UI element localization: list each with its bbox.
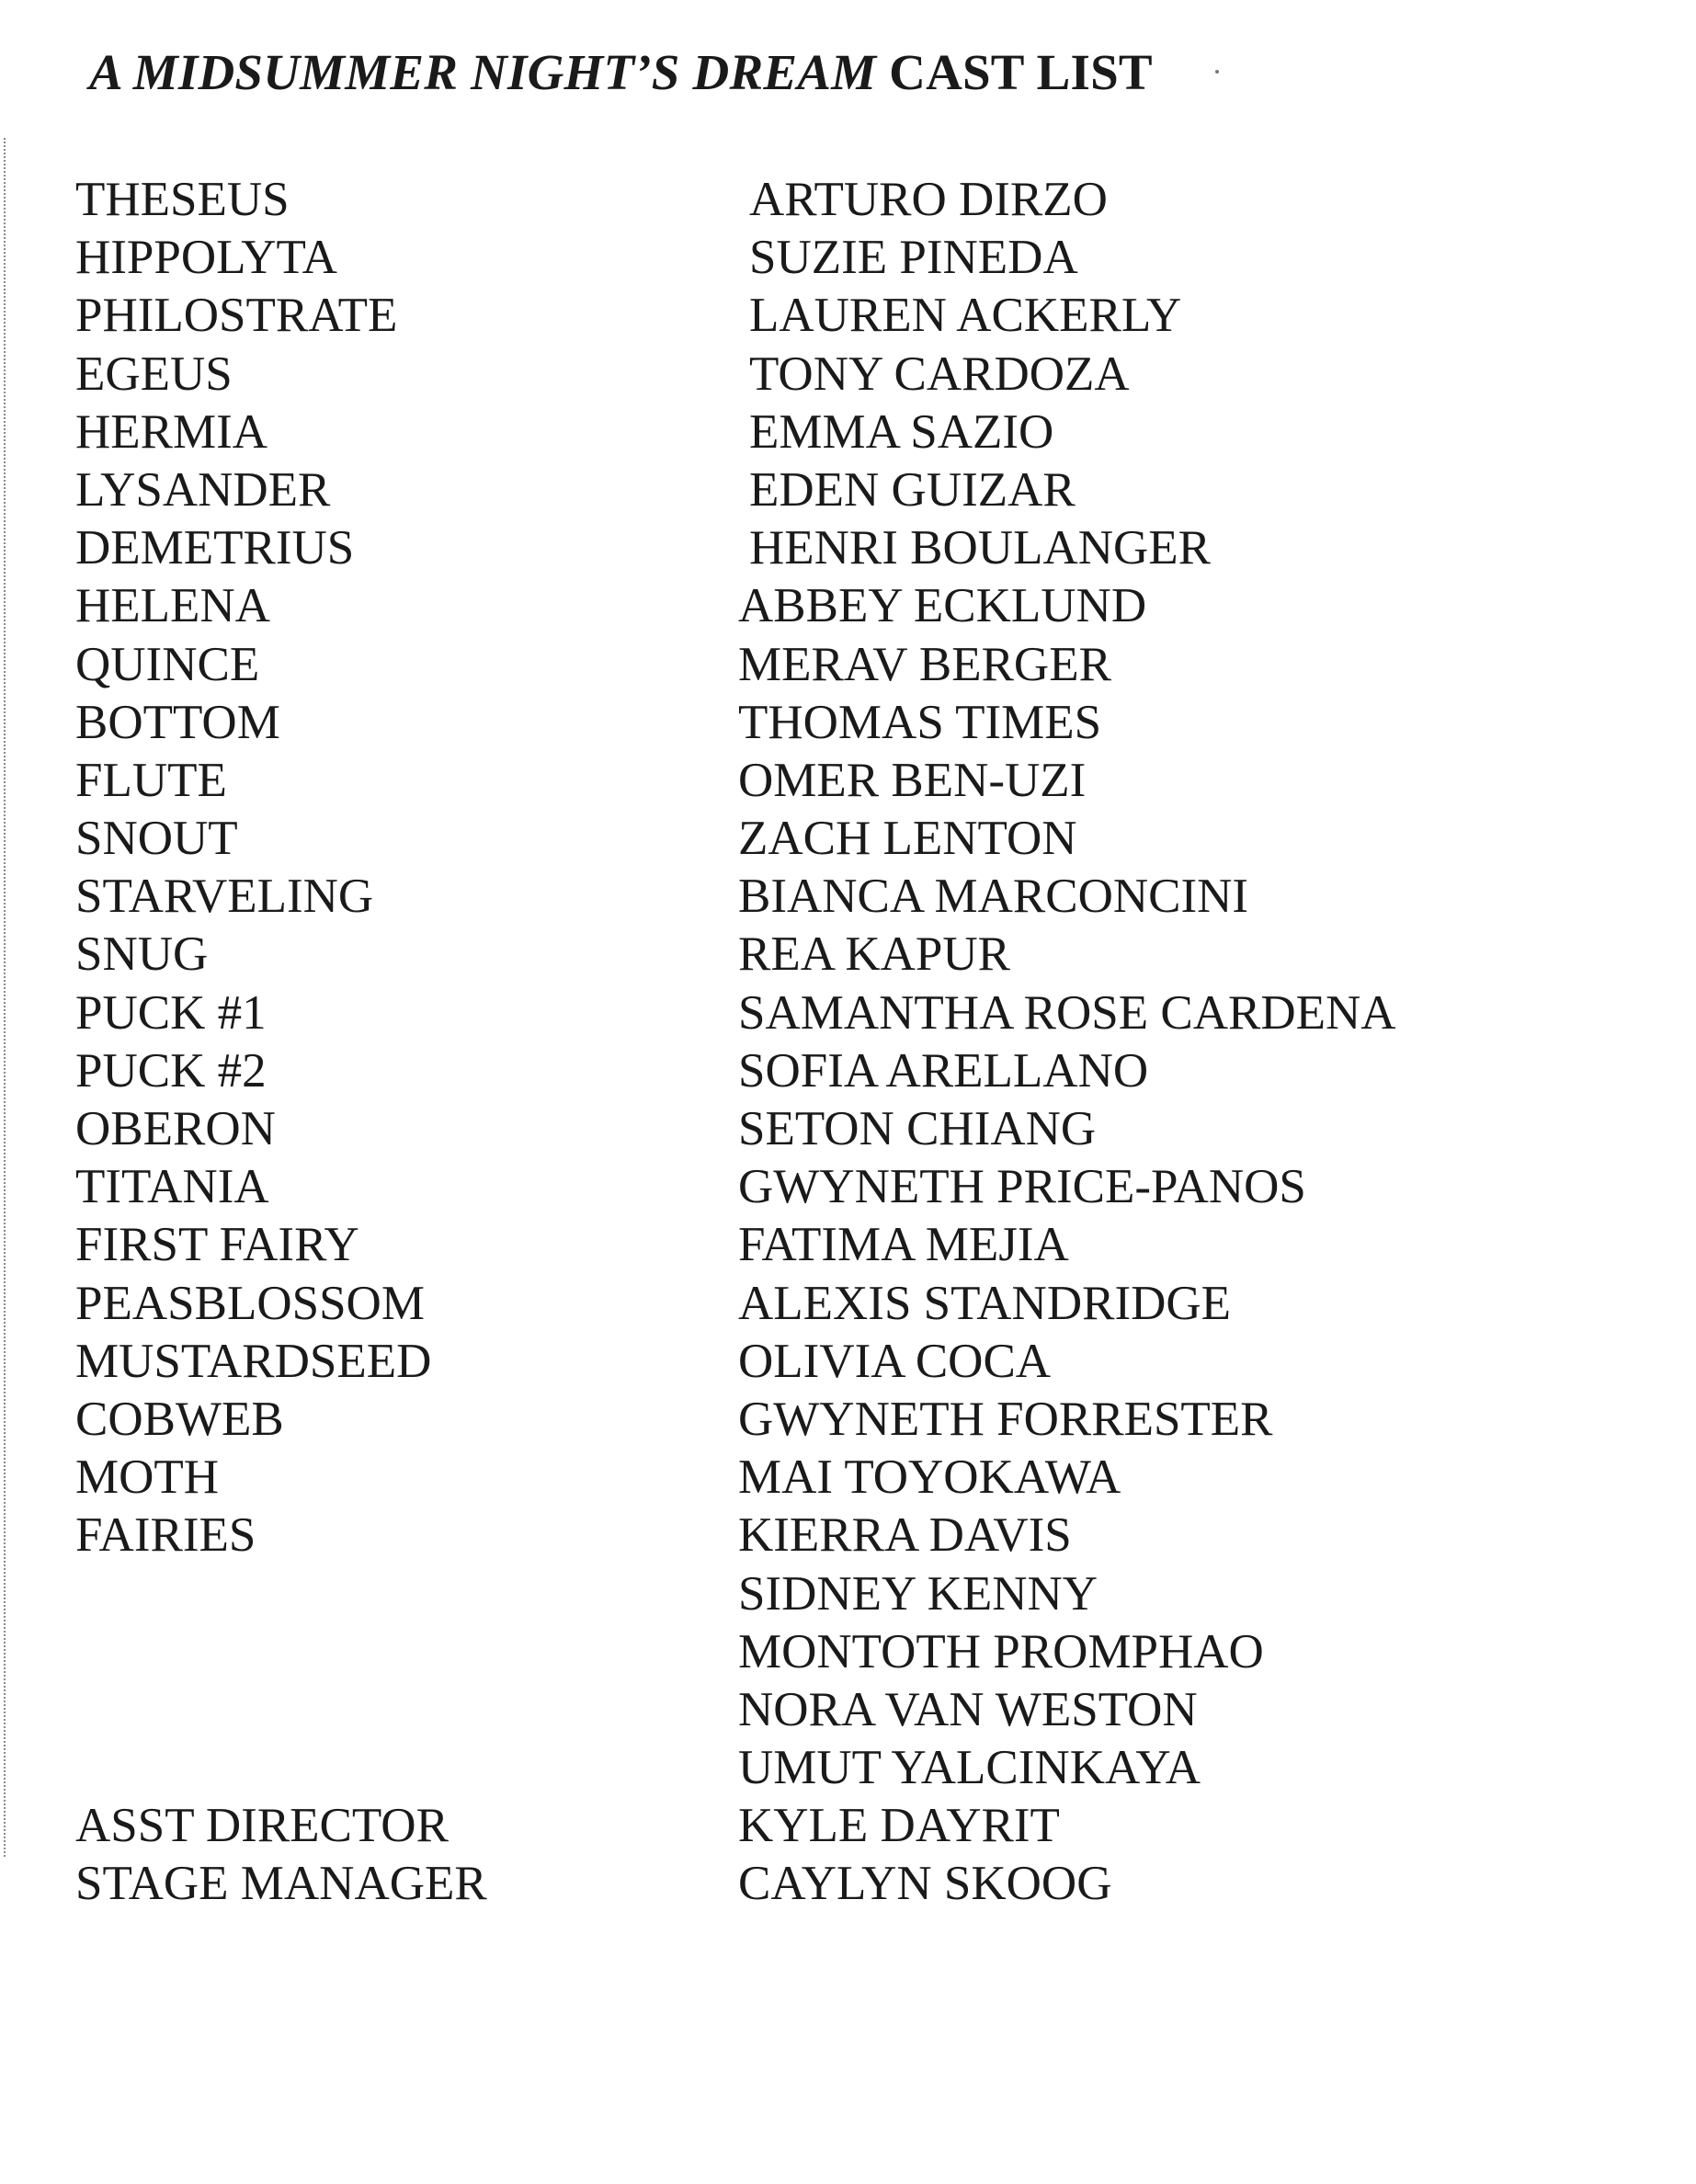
- cast-row: [0, 1100, 1420, 1158]
- role-name: FIRST FAIRY: [75, 1218, 359, 1272]
- role-name: PUCK #2: [75, 1043, 267, 1098]
- cast-row: [0, 1623, 1420, 1681]
- actor-name: KYLE DAYRIT: [738, 1799, 1060, 1853]
- cast-row: [0, 1216, 1420, 1274]
- actor-name: ZACH LENTON: [738, 812, 1077, 866]
- role-name: SNUG: [75, 927, 209, 982]
- actor-name: BIANCA MARCONCINI: [738, 870, 1249, 924]
- actor-name: SUZIE PINEDA: [749, 231, 1078, 285]
- cast-row: [0, 1855, 1420, 1913]
- role-name: FLUTE: [75, 753, 227, 807]
- cast-row: [0, 810, 1420, 868]
- cast-row: [0, 694, 1420, 752]
- actor-name: OMER BEN-UZI: [738, 753, 1087, 807]
- cast-row: [0, 1275, 1420, 1333]
- cast-row: [0, 984, 1420, 1042]
- cast-row: [0, 1507, 1420, 1564]
- role-name: THESEUS: [75, 173, 290, 226]
- role-name: FAIRIES: [75, 1508, 256, 1563]
- role-name: QUINCE: [75, 637, 260, 691]
- role-name: MOTH: [75, 1450, 220, 1505]
- actor-name: GWYNETH FORRESTER: [738, 1392, 1273, 1446]
- title-suffix: CAST LIST: [876, 44, 1153, 100]
- cast-row: [0, 926, 1420, 984]
- actor-name: HENRI BOULANGER: [749, 521, 1211, 575]
- actor-name: GWYNETH PRICE-PANOS: [738, 1160, 1306, 1214]
- role-name: DEMETRIUS: [75, 521, 355, 575]
- cast-row: [0, 346, 1420, 404]
- role-name: COBWEB: [75, 1392, 284, 1446]
- play-title: A MIDSUMMER NIGHT’S DREAM: [89, 44, 877, 100]
- role-name: STARVELING: [75, 870, 374, 924]
- actor-name: SETON CHIANG: [738, 1102, 1097, 1155]
- role-name: PUCK #1: [75, 985, 267, 1040]
- role-name: PEASBLOSSOM: [75, 1276, 425, 1330]
- cast-row: [0, 404, 1420, 461]
- actor-name: MONTOTH PROMPHAO: [738, 1624, 1264, 1678]
- actor-name: UMUT YALCINKAYA: [738, 1741, 1201, 1795]
- actor-name: FATIMA MEJIA: [738, 1218, 1069, 1272]
- cast-row: [0, 1158, 1420, 1216]
- cast-row: [0, 1681, 1420, 1739]
- actor-name: SAMANTHA ROSE CARDENA: [738, 985, 1396, 1040]
- actor-name: ARTURO DIRZO: [749, 173, 1108, 226]
- actor-name: TONY CARDOZA: [749, 347, 1130, 401]
- cast-list: [0, 171, 1420, 1914]
- actor-name: THOMAS TIMES: [738, 695, 1102, 749]
- cast-row: [0, 1739, 1420, 1797]
- actor-name: ABBEY ECKLUND: [738, 579, 1147, 633]
- actor-name: EDEN GUIZAR: [749, 462, 1076, 517]
- cast-row: [0, 461, 1420, 519]
- cast-row: [0, 752, 1420, 810]
- cast-row: [0, 1042, 1420, 1100]
- role-name: MUSTARDSEED: [75, 1334, 432, 1388]
- role-name: STAGE MANAGER: [75, 1857, 487, 1911]
- actor-name: REA KAPUR: [738, 927, 1010, 982]
- actor-name: LAUREN ACKERLY: [749, 289, 1182, 343]
- cast-row: [0, 171, 1420, 229]
- cast-row: [0, 636, 1420, 694]
- actor-name: KIERRA DAVIS: [738, 1508, 1072, 1563]
- cast-row: [0, 1797, 1420, 1855]
- role-name: PHILOSTRATE: [75, 289, 398, 343]
- role-name: EGEUS: [75, 347, 233, 401]
- role-name: HELENA: [75, 579, 270, 633]
- cast-row: [0, 1565, 1420, 1623]
- cast-row: [0, 1449, 1420, 1507]
- cast-row: [0, 1391, 1420, 1449]
- cast-row: [0, 229, 1420, 287]
- role-name: LYSANDER: [75, 462, 331, 517]
- role-name: HERMIA: [75, 404, 268, 459]
- role-name: TITANIA: [75, 1160, 269, 1214]
- cast-row: [0, 868, 1420, 926]
- role-name: HIPPOLYTA: [75, 231, 337, 285]
- role-name: BOTTOM: [75, 695, 280, 749]
- role-name: ASST DIRECTOR: [75, 1799, 449, 1853]
- actor-name: SIDNEY KENNY: [738, 1566, 1098, 1621]
- actor-name: NORA VAN WESTON: [738, 1682, 1198, 1736]
- cast-row: [0, 577, 1420, 635]
- actor-name: CAYLYN SKOOG: [738, 1857, 1112, 1911]
- role-name: OBERON: [75, 1102, 276, 1155]
- actor-name: OLIVIA COCA: [738, 1334, 1052, 1388]
- actor-name: SOFIA ARELLANO: [738, 1043, 1149, 1098]
- role-name: SNOUT: [75, 812, 238, 866]
- cast-row: [0, 287, 1420, 345]
- actor-name: MAI TOYOKAWA: [738, 1450, 1121, 1505]
- actor-name: EMMA SAZIO: [749, 404, 1054, 459]
- cast-row: [0, 1333, 1420, 1391]
- cast-row: [0, 519, 1420, 577]
- actor-name: ALEXIS STANDRIDGE: [738, 1276, 1232, 1330]
- actor-name: MERAV BERGER: [738, 637, 1111, 691]
